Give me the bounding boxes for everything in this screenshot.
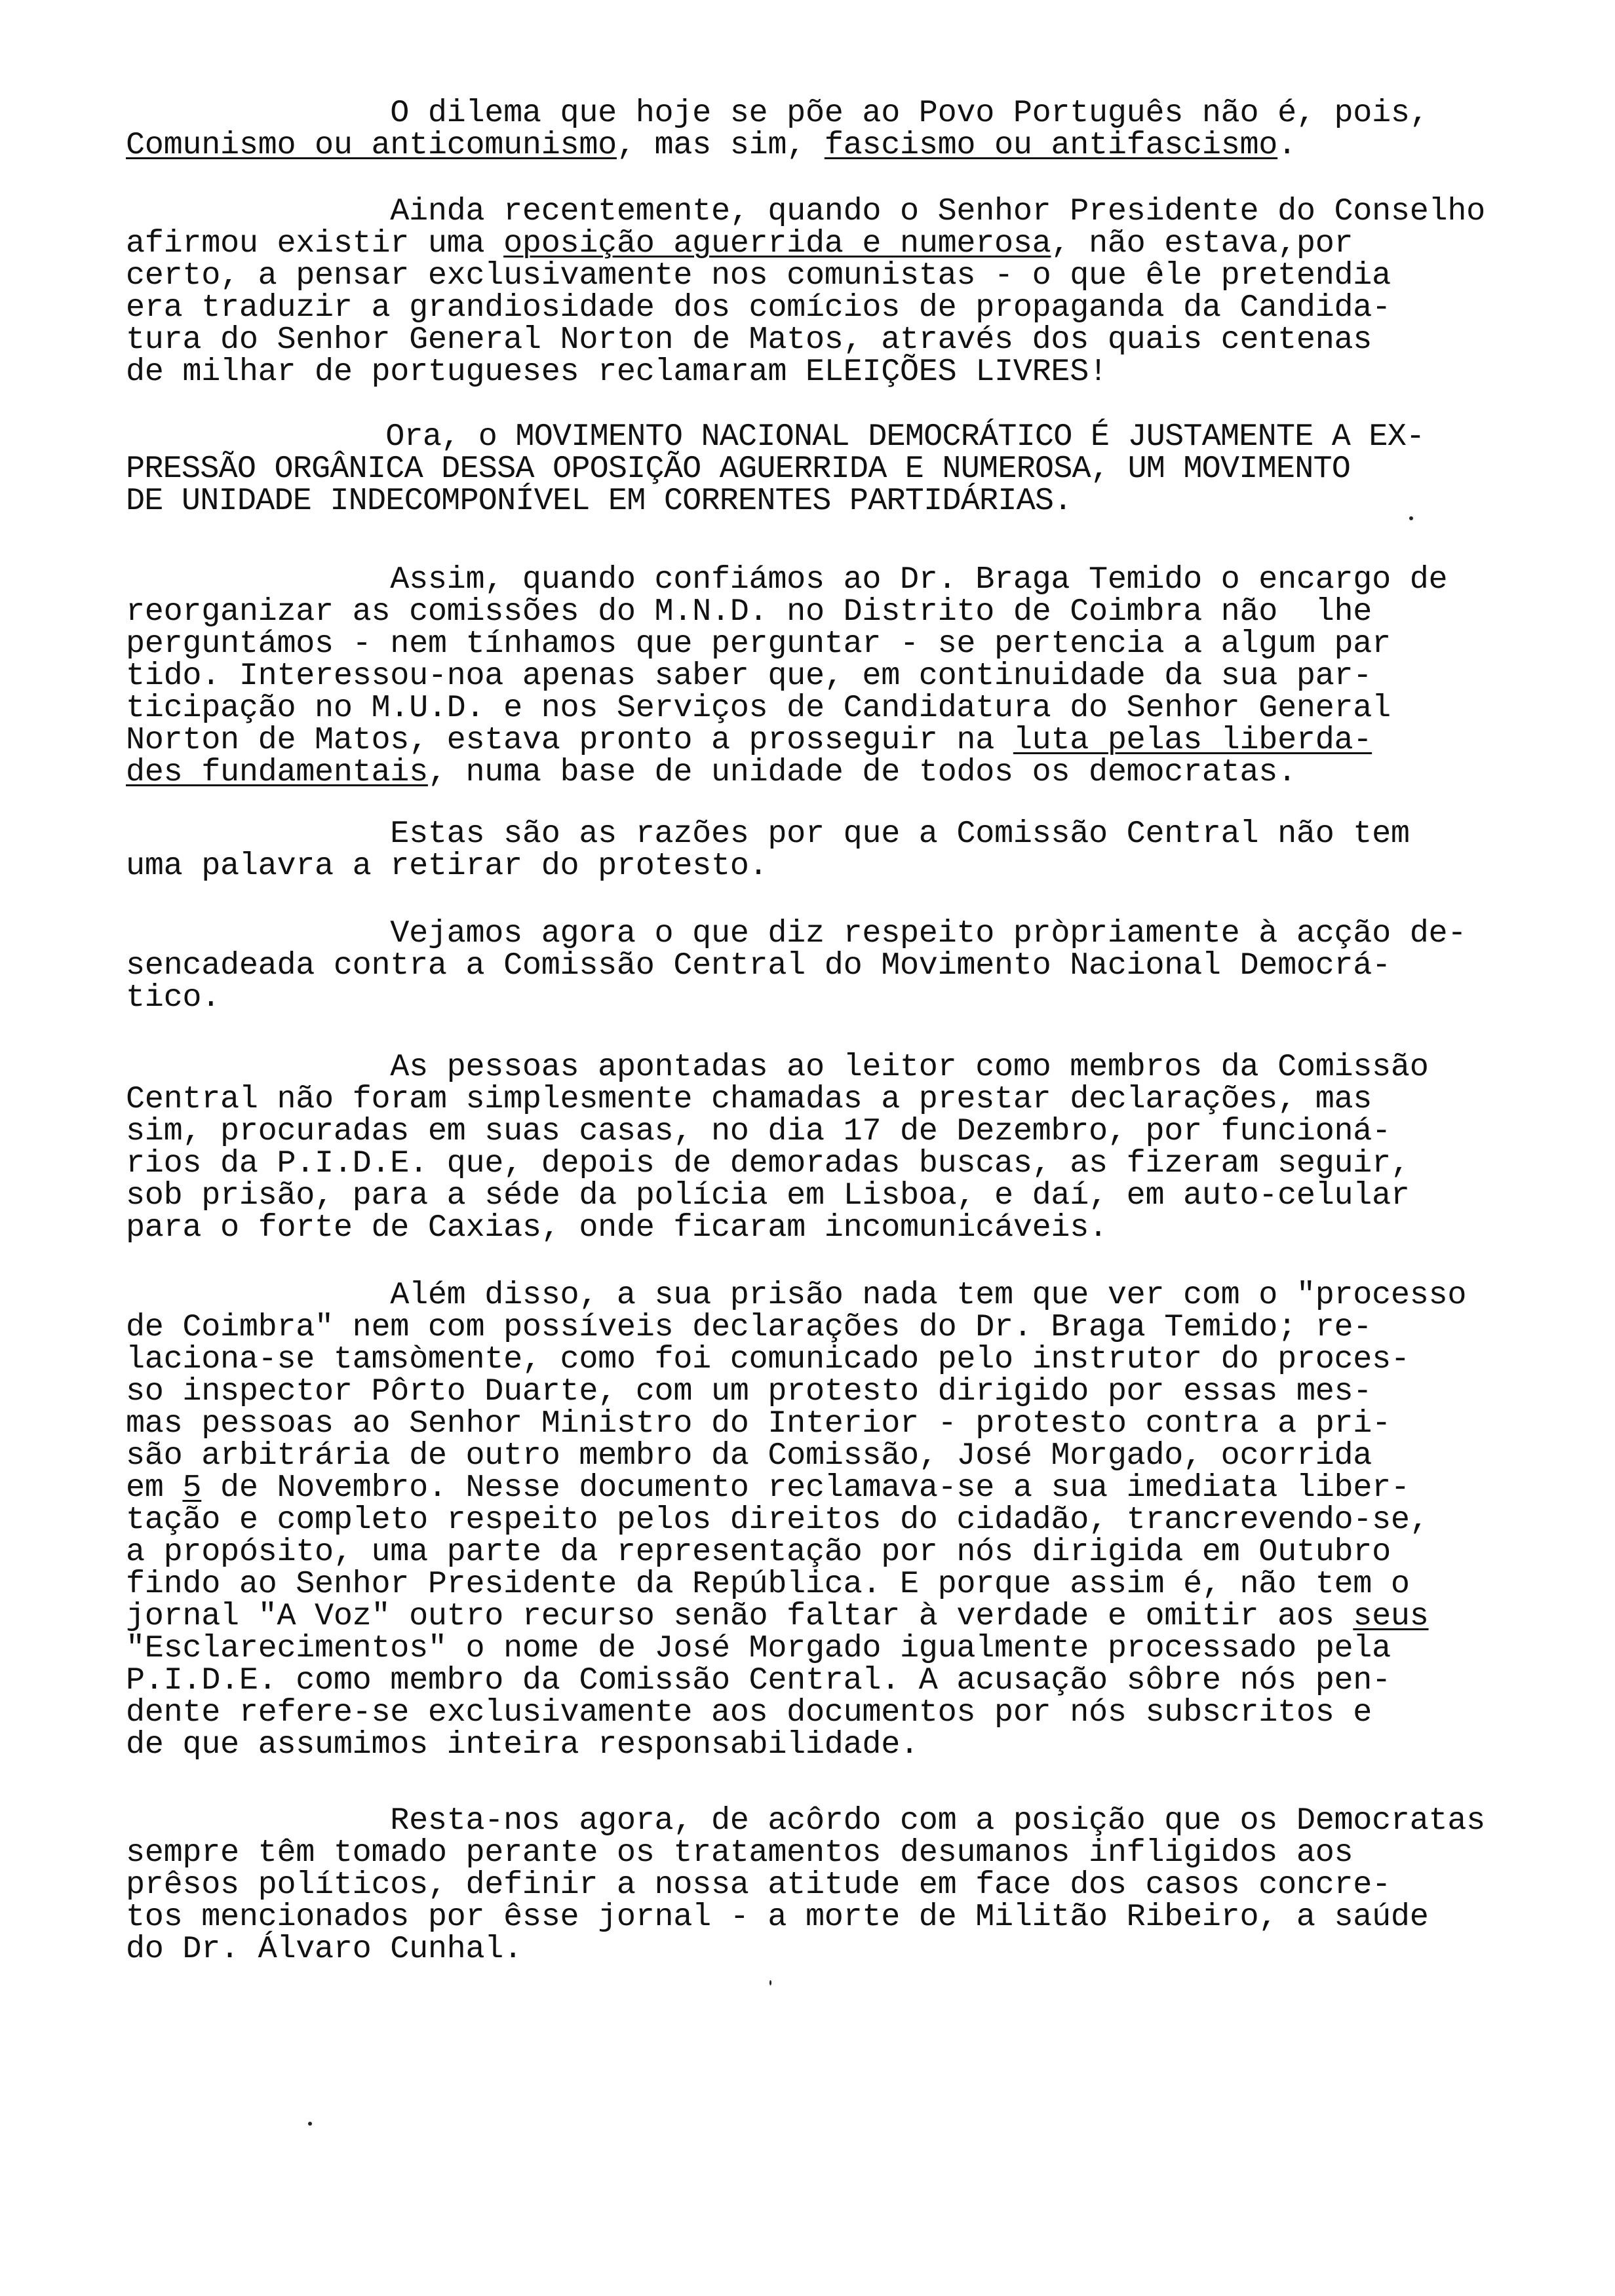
- text-line: [126, 1472, 1489, 1504]
- text-line: [126, 692, 1489, 724]
- text-line: [126, 356, 1489, 388]
- ink-speck: [769, 1980, 771, 1985]
- ink-speck: [1409, 516, 1413, 520]
- paragraph-braga-temido: [126, 564, 1489, 788]
- text-segment: tação e completo respeito pelos direitos do cidadão, trancrevendo-se,: [126, 1502, 1429, 1538]
- underlined-text: fascismo ou antifascismo: [824, 127, 1278, 163]
- paragraph-alem-disso: [126, 1279, 1489, 1761]
- text-segment: Além disso, a sua prisão nada tem que ver com o "processo: [126, 1277, 1467, 1313]
- underlined-text: oposição aguerrida e numerosa: [503, 225, 1051, 261]
- underlined-text: luta pelas liberda-: [1013, 722, 1372, 758]
- text-segment: , numa base de unidade de todos os democratas.: [427, 754, 1296, 790]
- text-segment: certo, a pensar exclusivamente nos comunistas - o que êle pretendia: [126, 258, 1391, 294]
- paragraph-razoes: [126, 818, 1489, 882]
- text-line: [126, 1440, 1489, 1472]
- text-line: [126, 1212, 1489, 1244]
- text-segment: tido. Interessou-noa apenas saber que, em continuidade da sua par-: [126, 658, 1372, 694]
- text-line: [126, 756, 1489, 788]
- text-segment: rios da P.I.D.E. que, depois de demoradas buscas, as fizeram seguir,: [126, 1145, 1410, 1181]
- paragraph-pessoas-apontadas: [126, 1051, 1489, 1244]
- underlined-text: Comunismo ou anticomunismo: [126, 127, 617, 163]
- text-line: [126, 1869, 1489, 1901]
- text-segment: uma palavra a retirar do protesto.: [126, 848, 768, 884]
- text-segment: de que assumimos inteira responsabilidade.: [126, 1727, 919, 1763]
- paragraph-movimento-nacional: [126, 421, 1489, 517]
- text-line: [126, 1568, 1489, 1600]
- text-segment: Vejamos agora o que diz respeito pròpriamente à acção de-: [126, 915, 1467, 951]
- text-segment: tico.: [126, 980, 221, 1016]
- text-segment: para o forte de Caxias, onde ficaram incomunicáveis.: [126, 1210, 1108, 1246]
- text-line: [126, 596, 1489, 628]
- text-line: [126, 129, 1489, 161]
- text-line: [126, 1115, 1489, 1147]
- text-segment: a propósito, uma parte da representação por nós dirigida em Outubro: [126, 1534, 1391, 1570]
- text-segment: , mas sim,: [616, 127, 825, 163]
- text-segment: Ora, o MOVIMENTO NACIONAL DEMOCRÁTICO É JUSTAMENTE A EX-: [126, 419, 1425, 455]
- text-line: [126, 1837, 1489, 1869]
- text-line: [126, 97, 1489, 129]
- text-segment: DE UNIDADE INDECOMPONÍVEL EM CORRENTES PARTIDÁRIAS.: [126, 483, 1072, 519]
- text-segment: mas pessoas ao Senhor Ministro do Interior - protesto contra a pri-: [126, 1406, 1391, 1442]
- text-line: [126, 1311, 1489, 1343]
- text-segment: PRESSÃO ORGÂNICA DESSA OPOSIÇÃO AGUERRIDA E NUMEROSA, UM MOVIMENTO: [126, 451, 1351, 487]
- text-segment: sencadeada contra a Comissão Central do Movimento Nacional Democrá-: [126, 947, 1391, 984]
- text-line: [126, 1933, 1489, 1965]
- text-segment: sob prisão, para a séde da polícia em Lisboa, e daí, em auto-celular: [126, 1177, 1410, 1214]
- text-segment: afirmou existir uma: [126, 225, 504, 261]
- ink-speck: [308, 2122, 312, 2126]
- paragraph-presidente-conselho: [126, 195, 1489, 388]
- text-segment: tura do Senhor General Norton de Matos, através dos quais centenas: [126, 322, 1372, 358]
- text-segment: Ainda recentemente, quando o Senhor Presidente do Conselho: [126, 193, 1485, 229]
- text-line: [126, 1901, 1489, 1933]
- text-line: [126, 660, 1489, 692]
- underlined-text: des fundamentais: [126, 754, 428, 790]
- paragraph-accao-desencadeada: [126, 917, 1489, 1014]
- text-line: [126, 421, 1489, 453]
- text-segment: tos mencionados por êsse jornal - a morte de Militão Ribeiro, a saúde: [126, 1899, 1429, 1935]
- text-line: [126, 1407, 1489, 1440]
- text-line: [126, 227, 1489, 259]
- text-line: [126, 1083, 1489, 1115]
- text-line: [126, 564, 1489, 596]
- text-line: [126, 1632, 1489, 1664]
- paragraph-resta-nos: [126, 1805, 1489, 1965]
- text-segment: do Dr. Álvaro Cunhal.: [126, 1931, 522, 1967]
- text-segment: era traduzir a grandiosidade dos comícios de propaganda da Candida-: [126, 290, 1391, 326]
- text-line: [126, 1279, 1489, 1311]
- text-segment: Resta-nos agora, de acôrdo com a posição que os Democratas: [126, 1803, 1485, 1839]
- text-line: [126, 1375, 1489, 1407]
- text-line: [126, 1051, 1489, 1083]
- text-line: [126, 1600, 1489, 1632]
- text-line: [126, 292, 1489, 324]
- text-line: [126, 1536, 1489, 1568]
- underlined-text: seus: [1353, 1598, 1429, 1634]
- text-line: [126, 485, 1489, 517]
- text-segment: , não estava,por: [1051, 225, 1353, 261]
- text-line: [126, 1343, 1489, 1375]
- text-line: [126, 949, 1489, 982]
- text-line: [126, 982, 1489, 1014]
- text-segment: em: [126, 1470, 183, 1506]
- text-segment: de milhar de portugueses reclamaram ELEIÇÕES LIVRES!: [126, 354, 1108, 390]
- text-segment: jornal "A Voz" outro recurso senão faltar à verdade e omitir aos: [126, 1598, 1353, 1634]
- text-line: [126, 195, 1489, 227]
- text-line: [126, 1179, 1489, 1212]
- text-line: [126, 1805, 1489, 1837]
- text-segment: reorganizar as comissões do M.N.D. no Distrito de Coimbra não lhe: [126, 594, 1372, 630]
- text-segment: prêsos políticos, definir a nossa atitude em face dos casos concre-: [126, 1867, 1391, 1903]
- text-segment: são arbitrária de outro membro da Comissão, José Morgado, ocorrida: [126, 1438, 1372, 1474]
- text-segment: de Novembro. Nesse documento reclamava-se a sua imediata liber-: [201, 1470, 1410, 1506]
- text-line: [126, 1504, 1489, 1536]
- text-segment: laciona-se tamsòmente, como foi comunicado pelo instrutor do proces-: [126, 1341, 1410, 1377]
- text-segment: Estas são as razões por que a Comissão Central não tem: [126, 816, 1410, 852]
- text-segment: Norton de Matos, estava pronto a prosseguir na: [126, 722, 1013, 758]
- paragraph-dilema: [126, 97, 1489, 161]
- text-line: [126, 818, 1489, 850]
- text-line: [126, 850, 1489, 882]
- text-segment: Central não foram simplesmente chamadas a prestar declarações, mas: [126, 1081, 1372, 1117]
- text-line: [126, 1696, 1489, 1729]
- text-line: [126, 724, 1489, 756]
- text-line: [126, 259, 1489, 292]
- text-line: [126, 1147, 1489, 1179]
- text-segment: "Esclarecimentos" o nome de José Morgado igualmente processado pela: [126, 1630, 1391, 1666]
- text-segment: .: [1277, 127, 1296, 163]
- text-segment: P.I.D.E. como membro da Comissão Central. A acusação sôbre nós pen-: [126, 1662, 1391, 1698]
- text-segment: perguntámos - nem tínhamos que perguntar - se pertencia a algum par: [126, 626, 1391, 662]
- text-line: [126, 628, 1489, 660]
- text-segment: so inspector Pôrto Duarte, com um protesto dirigido por essas mes-: [126, 1373, 1372, 1409]
- text-segment: sim, procuradas em suas casas, no dia 17 de Dezembro, por funcioná-: [126, 1113, 1391, 1149]
- text-segment: As pessoas apontadas ao leitor como membros da Comissão: [126, 1049, 1429, 1085]
- underlined-text: 5: [182, 1470, 202, 1506]
- text-line: [126, 1729, 1489, 1761]
- text-segment: dente refere-se exclusivamente aos documentos por nós subscritos e: [126, 1694, 1372, 1731]
- text-line: [126, 1664, 1489, 1696]
- text-segment: O dilema que hoje se põe ao Povo Português não é, pois,: [126, 95, 1429, 131]
- text-segment: de Coimbra" nem com possíveis declarações do Dr. Braga Temido; re-: [126, 1309, 1372, 1345]
- text-segment: findo ao Senhor Presidente da República. E porque assim é, não tem o: [126, 1566, 1410, 1602]
- text-line: [126, 917, 1489, 949]
- text-segment: Assim, quando confiámos ao Dr. Braga Temido o encargo de: [126, 562, 1448, 598]
- text-line: [126, 324, 1489, 356]
- text-segment: ticipação no M.U.D. e nos Serviços de Candidatura do Senhor General: [126, 690, 1391, 726]
- text-line: [126, 453, 1489, 485]
- text-segment: sempre têm tomado perante os tratamentos desumanos infligidos aos: [126, 1835, 1353, 1871]
